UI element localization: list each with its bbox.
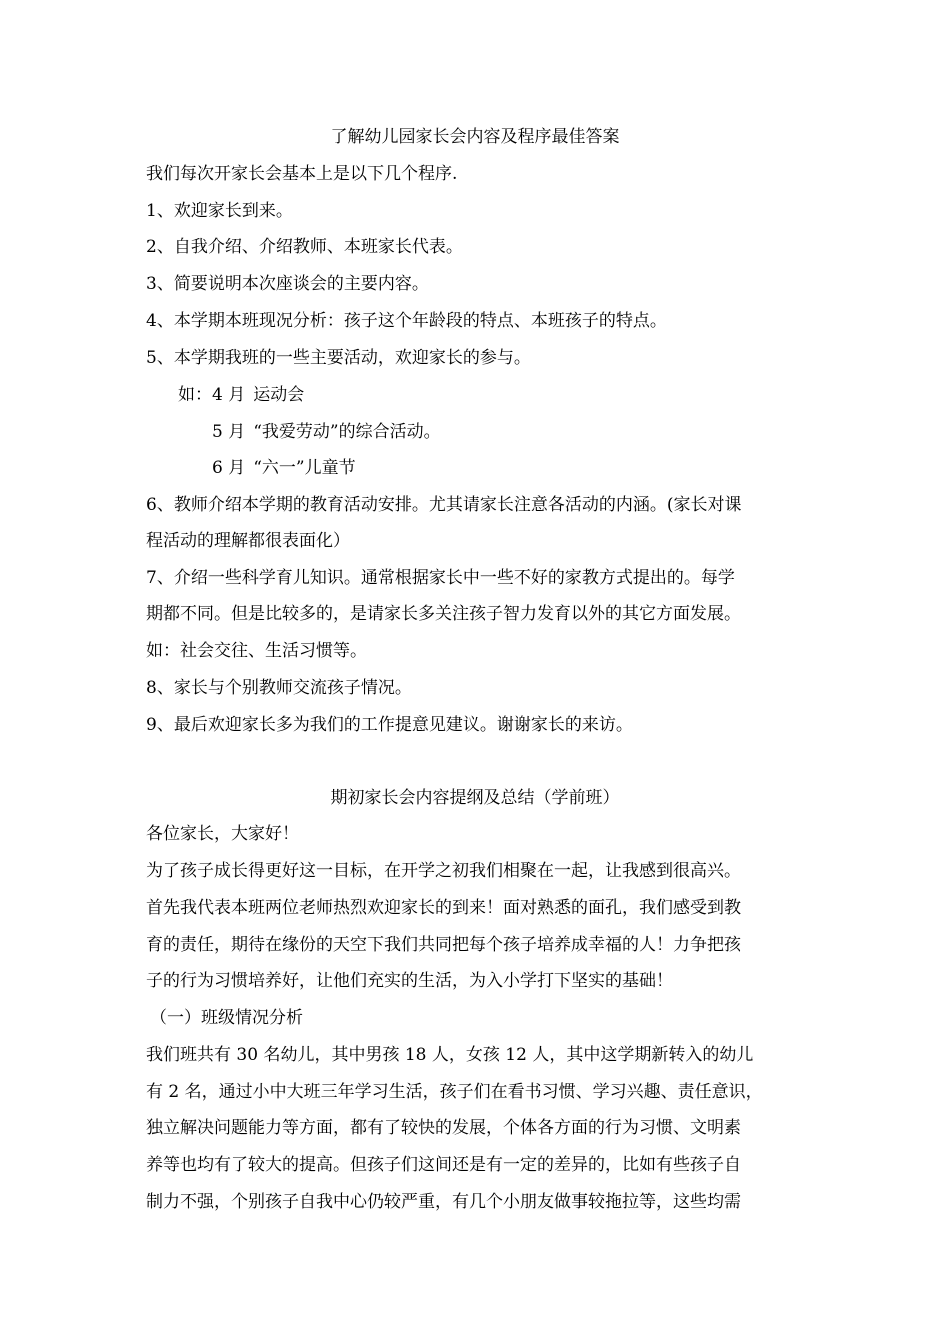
paragraph-line: 首先我代表本班两位老师热烈欢迎家长的到来！面对熟悉的面孔，我们感受到教	[146, 898, 741, 918]
paragraph-line: 子的行为习惯培养好，让他们充实的生活，为入小学打下坚实的基础！	[146, 971, 673, 991]
example-month: 6 月	[212, 458, 246, 478]
paragraph-line: 我们班共有 30 名幼儿，其中男孩 18 人，女孩 12 人，其中这学期新转入的幼儿	[146, 1045, 754, 1065]
paragraph-line: 制力不强，个别孩子自我中心仍较严重，有几个小朋友做事较拖拉等，这些均需	[146, 1192, 741, 1212]
list-item-continued: 如：社会交往、生活习惯等。	[146, 641, 367, 661]
section1-title: 了解幼儿园家长会内容及程序最佳答案	[330, 127, 620, 147]
paragraph-line: 养等也均有了较大的提高。但孩子们这间还是有一定的差异的，比如有些孩子自	[146, 1155, 741, 1175]
list-item: 6、教师介绍本学期的教育活动安排。尤其请家长注意各活动的内涵。(家长对课	[146, 495, 742, 515]
list-item: 8、家长与个别教师交流孩子情况。	[146, 678, 412, 698]
list-item-continued: 程活动的理解都很表面化）	[146, 531, 350, 551]
paragraph-line: 独立解决问题能力等方面，都有了较快的发展，个体各方面的行为习惯、文明素	[146, 1118, 741, 1138]
list-item: 3、简要说明本次座谈会的主要内容。	[146, 274, 429, 294]
example-line	[212, 421, 441, 443]
list-item: 1、欢迎家长到来。	[146, 201, 293, 221]
example-event: “六一”儿童节	[253, 458, 356, 478]
list-item: 4、本学期本班现况分析：孩子这个年龄段的特点、本班孩子的特点。	[146, 311, 667, 331]
paragraph-line: 有 2 名，通过小中大班三年学习生活，孩子们在看书习惯、学习兴趣、责任意识，	[146, 1082, 763, 1102]
list-item: 5、本学期我班的一些主要活动，欢迎家长的参与。	[146, 348, 531, 368]
section1-intro: 我们每次开家长会基本上是以下几个程序.	[146, 164, 458, 184]
section2-title: 期初家长会内容提纲及总结（学前班）	[330, 788, 620, 808]
example-event: 运动会	[253, 385, 305, 405]
example-event: “我爱劳动”的综合活动。	[253, 422, 441, 442]
section-heading: （一）班级情况分析	[150, 1008, 303, 1028]
paragraph-line: 为了孩子成长得更好这一目标，在开学之初我们相聚在一起，让我感到很高兴。	[146, 861, 741, 881]
paragraph-line: 育的责任，期待在缘份的天空下我们共同把每个孩子培养成幸福的人！力争把孩	[146, 935, 741, 955]
list-item: 7、介绍一些科学育儿知识。通常根据家长中一些不好的家教方式提出的。每学	[146, 568, 735, 588]
greeting: 各位家长，大家好！	[146, 824, 299, 844]
list-item: 9、最后欢迎家长多为我们的工作提意见建议。谢谢家长的来访。	[146, 715, 633, 735]
list-item-continued: 期都不同。但是比较多的，是请家长多关注孩子智力发育以外的其它方面发展。	[146, 604, 741, 624]
example-month: 5 月	[212, 422, 246, 442]
example-line	[212, 457, 356, 479]
list-item: 2、自我介绍、介绍教师、本班家长代表。	[146, 237, 463, 257]
example-line	[178, 384, 304, 406]
example-month: 如：4 月	[178, 385, 246, 405]
